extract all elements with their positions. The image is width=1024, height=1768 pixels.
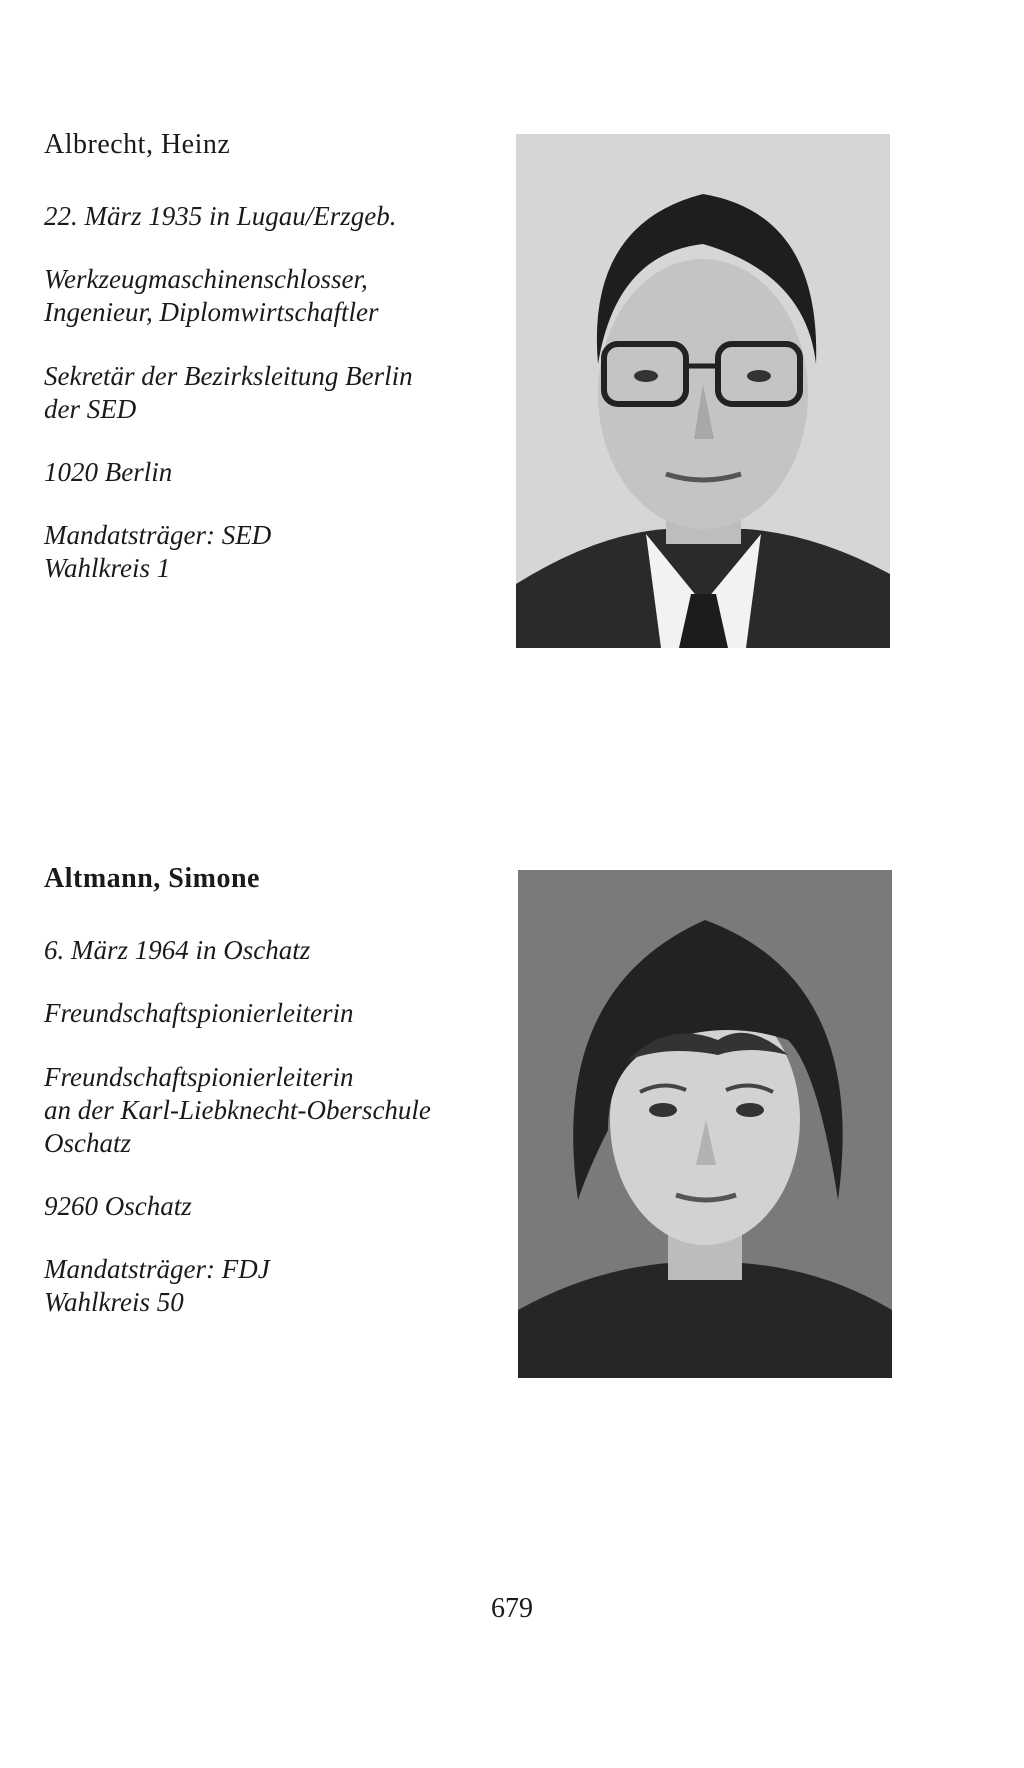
profession-info [44, 997, 484, 1030]
position-info [44, 1061, 484, 1160]
page-number: 679 [491, 1593, 533, 1624]
position-line: Freundschaftspionierleiterin [44, 1062, 354, 1092]
profession-info [44, 263, 484, 329]
birth-line: 6. März 1964 in Oschatz [44, 935, 311, 965]
birth-line: 22. März 1935 in Lugau/Erzgeb. [44, 201, 397, 231]
mandate-line: Mandatsträger: SED [44, 520, 272, 550]
position-line: Oschatz [44, 1128, 131, 1158]
entry-name: Altmann, Simone [44, 863, 260, 894]
entry-name: Albrecht, Heinz [44, 129, 231, 160]
entry-altmann [44, 862, 484, 1319]
city-line: 1020 Berlin [44, 457, 173, 487]
position-line: an der Karl-Liebknecht-Oberschule [44, 1095, 431, 1125]
portrait-photo-altmann [518, 870, 892, 1378]
mandate-info [44, 519, 484, 585]
position-line: Sekretär der Bezirksleitung Berlin [44, 361, 413, 391]
profession-line: Freundschaftspionierleiterin [44, 998, 354, 1028]
mandate-line: Wahlkreis 1 [44, 553, 171, 583]
birth-info [44, 934, 484, 967]
mandate-line: Mandatsträger: FDJ [44, 1254, 270, 1284]
position-line: der SED [44, 394, 137, 424]
profession-line: Ingenieur, Diplomwirtschaftler [44, 297, 379, 327]
position-info [44, 360, 484, 426]
mandate-line: Wahlkreis 50 [44, 1287, 184, 1317]
portrait-photo-albrecht [516, 134, 890, 648]
mandate-info [44, 1253, 484, 1319]
birth-info [44, 200, 484, 233]
city-info [44, 1190, 484, 1223]
profession-line: Werkzeugmaschinenschlosser, [44, 264, 368, 294]
city-line: 9260 Oschatz [44, 1191, 192, 1221]
portrait-illustration [516, 134, 890, 648]
entry-albrecht [44, 128, 484, 585]
portrait-illustration [518, 870, 892, 1378]
city-info [44, 456, 484, 489]
